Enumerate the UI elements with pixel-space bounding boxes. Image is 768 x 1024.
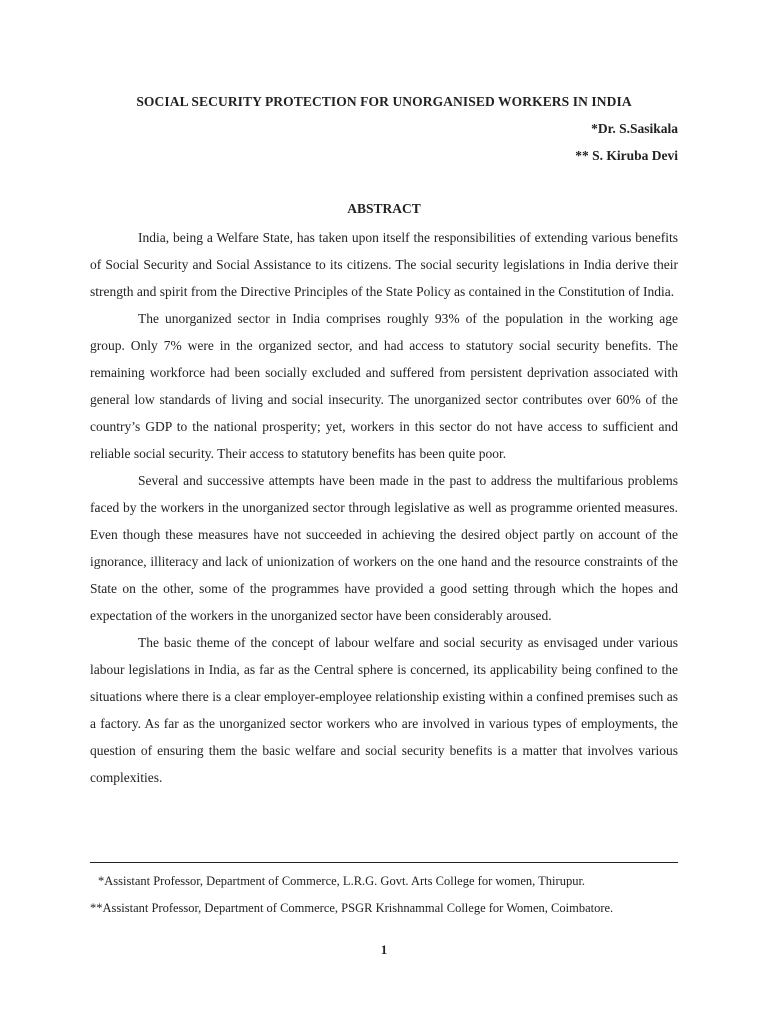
- page-number: 1: [380, 943, 388, 957]
- abstract-body: [90, 224, 678, 791]
- abstract-paragraph-1: India, being a Welfare State, has taken upon itself the responsibilities of extending various benefits of Social Security and Social Assistance to its citizens. The social security legislations in India derive their strength and spirit from the Directive Principles of the State Policy as contained in the Constitution of India.: [90, 230, 678, 299]
- author-1: *Dr. S.Sasikala: [591, 121, 678, 136]
- abstract-heading: ABSTRACT: [347, 201, 421, 216]
- paper-title: SOCIAL SECURITY PROTECTION FOR UNORGANISED WORKERS IN INDIA: [136, 94, 632, 109]
- abstract-paragraph-2: The unorganized sector in India comprises roughly 93% of the population in the working age group. Only 7% were in the organized sector, and had access to statutory social security benefits. The remaining workforce had been socially excluded and suffered from persistent deprivation associated with general low standards of living and social insecurity. The unorganized sector contributes over 60% of the country’s GDP to the national prosperity; yet, workers in this sector do not have access to sufficient and reliable social security. Their access to statutory benefits has been quite poor.: [90, 311, 678, 461]
- abstract-paragraph-4: The basic theme of the concept of labour welfare and social security as envisaged under various labour legislations in India, as far as the Central sphere is concerned, its applicability being confined to the situations where there is a clear employer-employee relationship existing within a confined premises such as a factory. As far as the unorganized sector workers who are involved in various types of employments, the question of ensuring them the basic welfare and social security benefits is a matter that involves various complexities.: [90, 635, 678, 785]
- author-2: ** S. Kiruba Devi: [575, 148, 678, 163]
- abstract-paragraph-3: Several and successive attempts have been made in the past to address the multifarious problems faced by the workers in the unorganized sector through legislative as well as programme oriented measures. Even though these measures have not succeeded in achieving the desired object partly on account of the ignorance, illiteracy and lack of unionization of workers on the one hand and the resource constraints of the State on the other, some of the programmes have provided a good setting through which the hopes and expectation of the workers in the unorganized sector have been considerably aroused.: [90, 473, 678, 623]
- footnote-1: *Assistant Professor, Department of Commerce, L.R.G. Govt. Arts College for women, Thirupur.: [98, 874, 586, 888]
- footnote-divider: [90, 862, 678, 863]
- footnote-2: **Assistant Professor, Department of Commerce, PSGR Krishnammal College for Women, Coimbatore.: [90, 901, 614, 915]
